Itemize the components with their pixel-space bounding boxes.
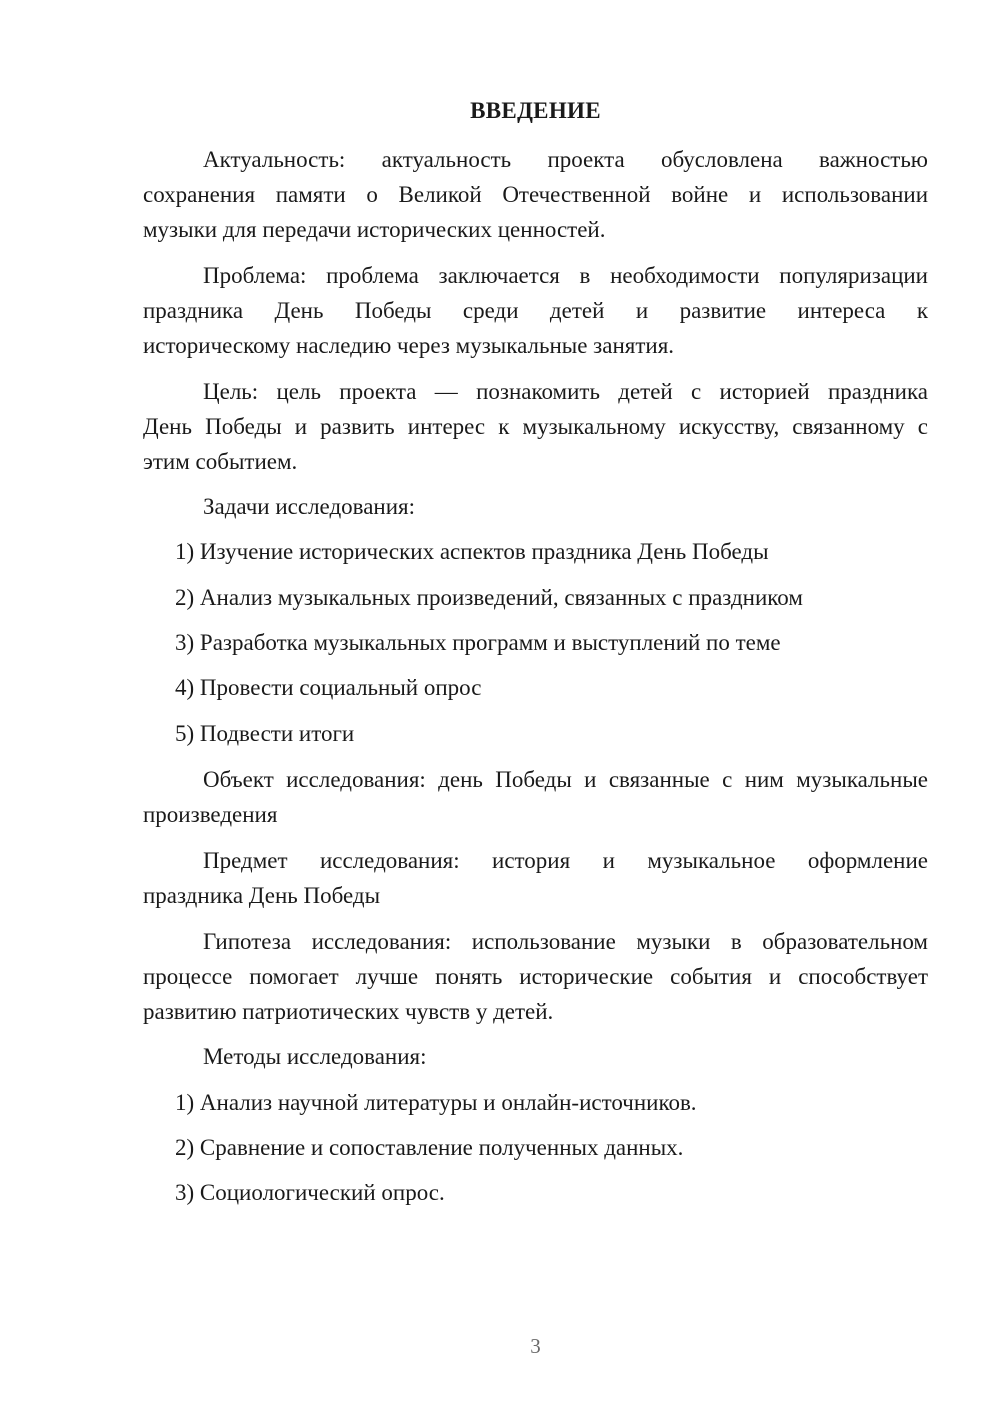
hypothesis-paragraph — [143, 924, 928, 1029]
object-line-1: Объект исследования: день Победы и связанные с ним музыкальные — [203, 767, 928, 792]
relevance-paragraph — [143, 142, 928, 247]
problem-line-3: историческому наследию через музыкальные занятия. — [143, 333, 675, 358]
hypothesis-line-2: процессе помогает лучше понять исторические события и способствует — [143, 964, 928, 989]
relevance-line-2: сохранения памяти о Великой Отечественной войне и использовании — [143, 182, 928, 207]
method-item-1: 1) Анализ научной литературы и онлайн-источников. — [175, 1090, 697, 1115]
page-title: ВВЕДЕНИЕ — [470, 98, 601, 123]
hypothesis-line-3: развитию патриотических чувств у детей. — [143, 999, 554, 1024]
task-item-2: 2) Анализ музыкальных произведений, связанных с праздником — [175, 585, 803, 610]
task-item-5: 5) Подвести итоги — [175, 721, 355, 746]
page-number: 3 — [530, 1334, 541, 1358]
hypothesis-line-1: Гипотеза исследования: использование музыки в образовательном — [203, 929, 928, 954]
task-item-1: 1) Изучение исторических аспектов праздника День Победы — [175, 539, 769, 564]
relevance-line-1: Актуальность: актуальность проекта обусловлена важностью — [203, 147, 928, 172]
problem-line-1: Проблема: проблема заключается в необходимости популяризации — [203, 263, 928, 288]
task-item-3: 3) Разработка музыкальных программ и выступлений по теме — [175, 630, 781, 655]
relevance-line-3: музыки для передачи исторических ценностей. — [143, 217, 606, 242]
task-item-4: 4) Провести социальный опрос — [175, 675, 482, 700]
subject-paragraph — [143, 843, 928, 913]
object-paragraph — [143, 762, 928, 832]
method-item-3: 3) Социологический опрос. — [175, 1180, 445, 1205]
goal-paragraph — [143, 374, 928, 479]
object-line-2: произведения — [143, 802, 278, 827]
subject-line-1: Предмет исследования: история и музыкальное оформление — [203, 848, 928, 873]
goal-line-2: День Победы и развить интерес к музыкальному искусству, связанному с — [143, 414, 928, 439]
goal-line-1: Цель: цель проекта — познакомить детей с историей праздника — [203, 379, 928, 404]
subject-line-2: праздника День Победы — [143, 883, 381, 908]
document-page — [143, 0, 928, 1414]
problem-paragraph — [143, 258, 928, 363]
method-item-2: 2) Сравнение и сопоставление полученных данных. — [175, 1135, 684, 1160]
problem-line-2: праздника День Победы среди детей и развитие интереса к — [143, 298, 928, 323]
tasks-heading: Задачи исследования: — [203, 494, 416, 519]
methods-heading: Методы исследования: — [203, 1044, 427, 1069]
goal-line-3: этим событием. — [143, 449, 298, 474]
